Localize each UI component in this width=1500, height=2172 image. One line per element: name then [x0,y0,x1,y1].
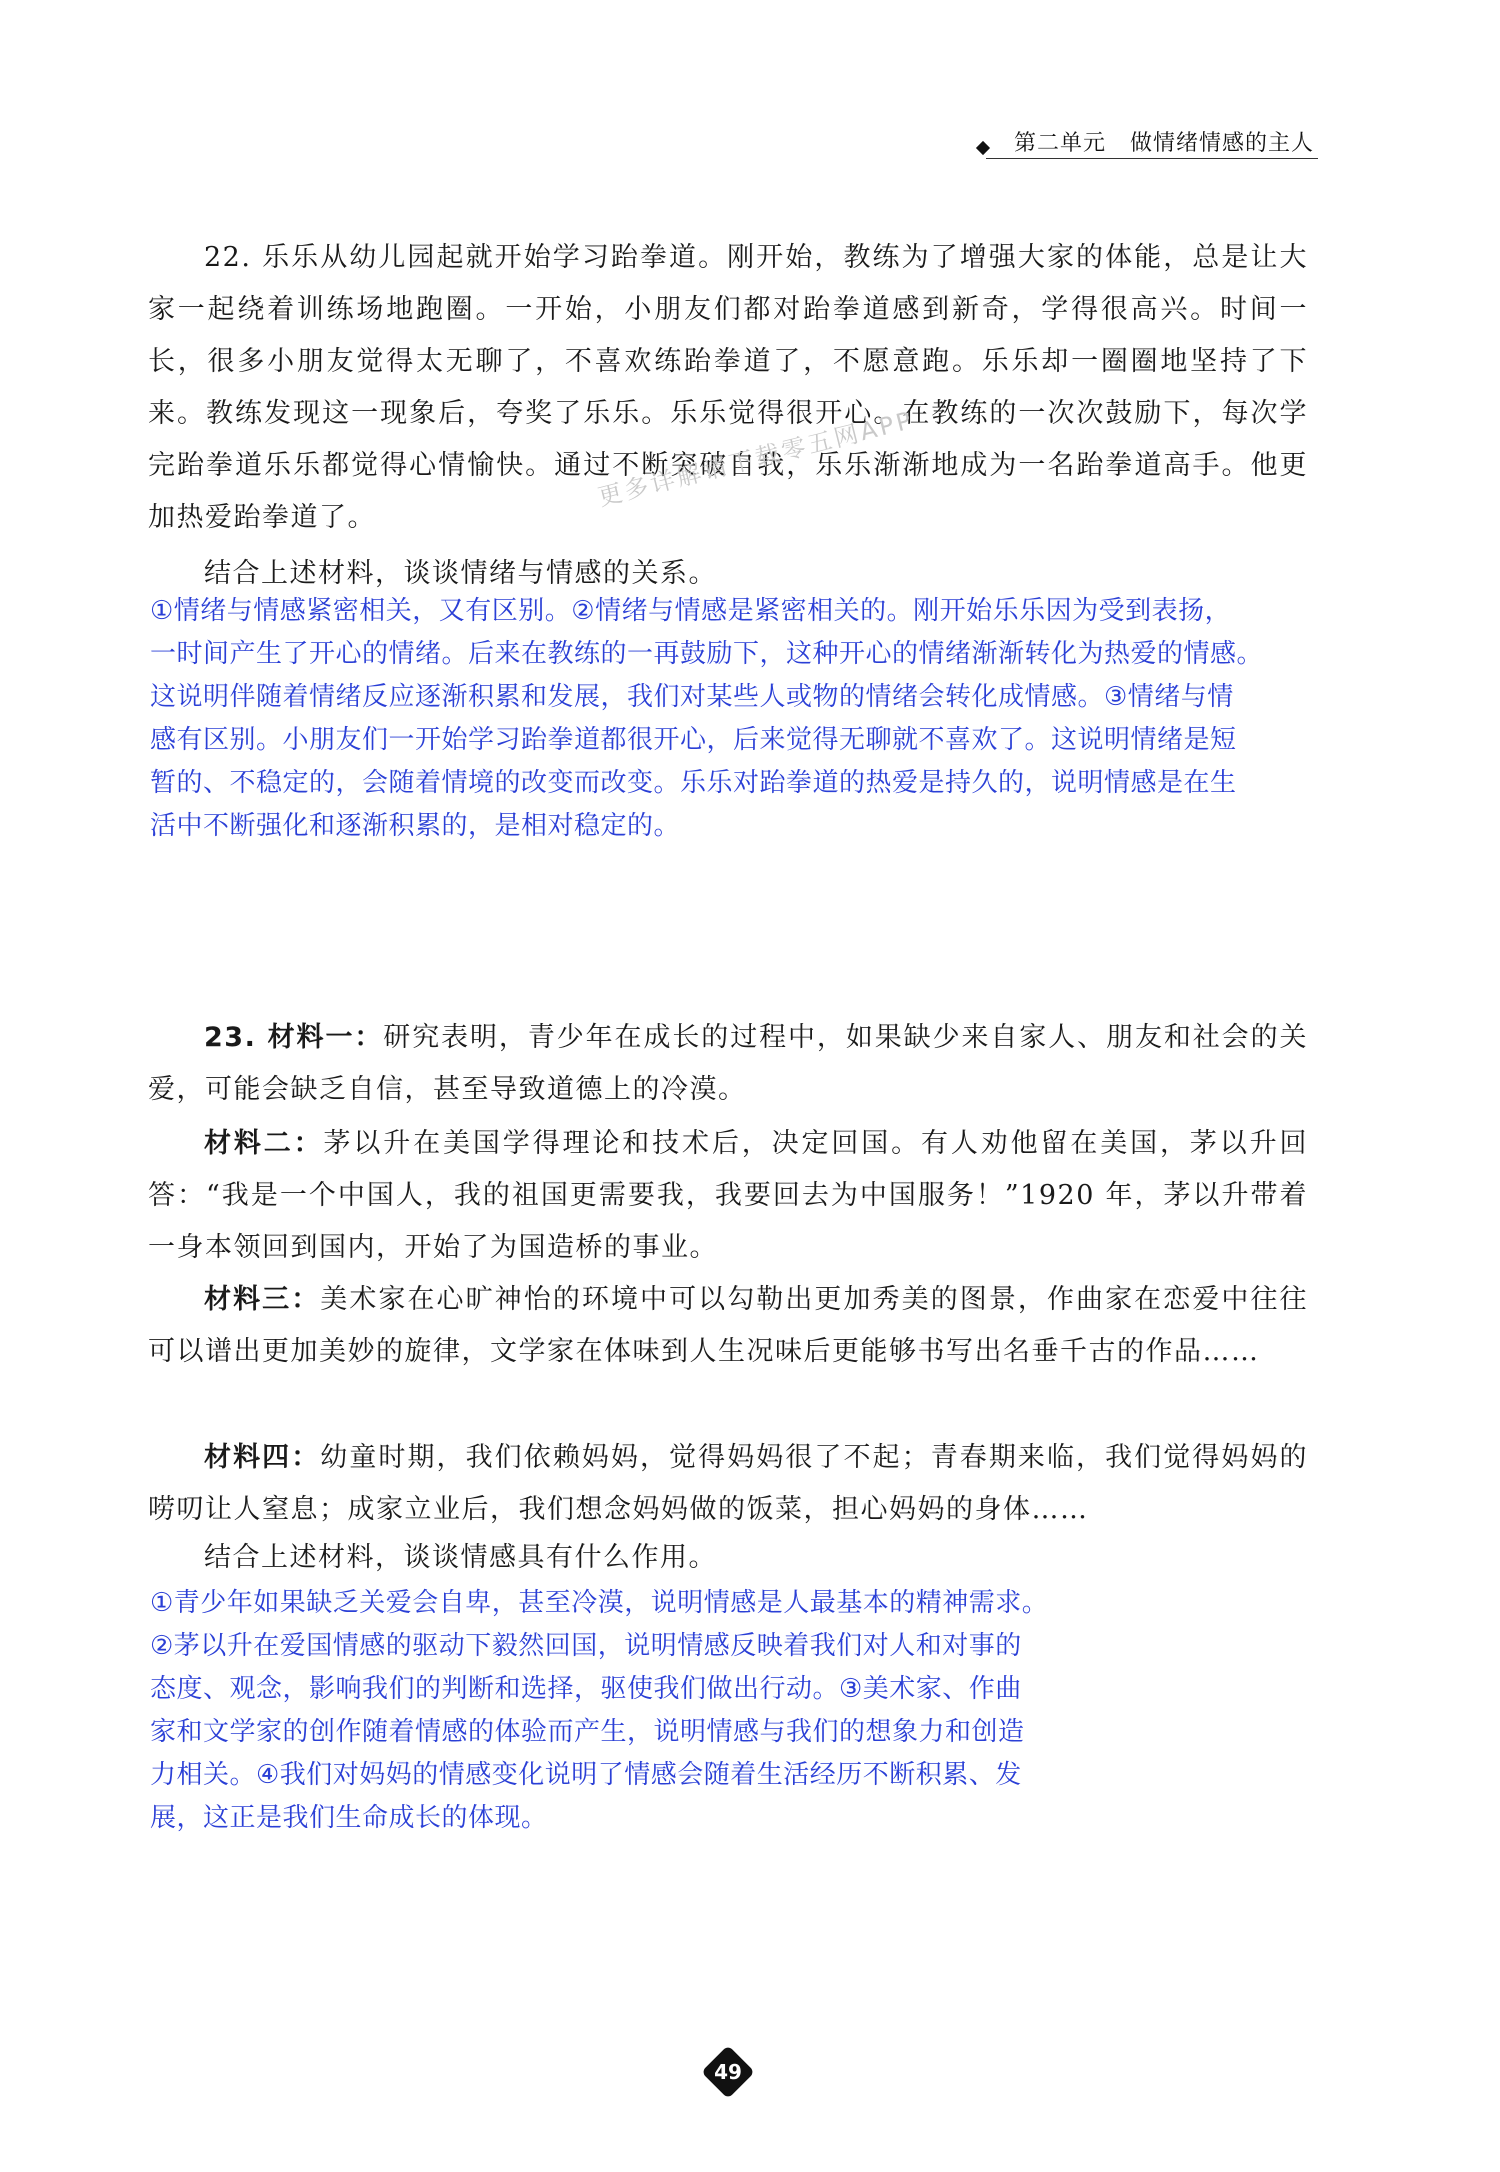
q23-material-2 [148,1118,1308,1274]
diamond-icon [976,141,990,155]
q22-answer [150,590,1263,848]
answer-line: ①青少年如果缺乏关爱会自卑，甚至冷漠，说明情感是人最基本的精神需求。 [150,1588,1049,1618]
material-2-text: 茅以升在美国学得理论和技术后，决定回国。有人劝他留在美国，茅以升回答：“我是一个中国人，我的祖国更需要我，我要回去为中国服务！”1920 年，茅以升带着一身本领回到国内，开始了为国造桥的事业。 [148,1128,1308,1263]
material-3-text: 美术家在心旷神怡的环境中可以勾勒出更加秀美的图景，作曲家在恋爱中往往可以谱出更加美妙的旋律，文学家在体味到人生况味后更能够书写出名垂千古的作品…… [148,1284,1309,1367]
answer-line: 力相关。④我们对妈妈的情感变化说明了情感会随着生活经历不断积累、发 [150,1760,1022,1790]
material-1-label: 23. 材料一： [204,1022,384,1053]
page-number: 49 [714,2060,742,2084]
answer-line: 活中不断强化和逐渐积累的，是相对稳定的。 [150,811,681,841]
answer-line: 展，这正是我们生命成长的体现。 [150,1803,548,1833]
answer-line: 态度、观念，影响我们的判断和选择，驱使我们做出行动。③美术家、作曲 [150,1674,1022,1704]
unit-label: 第二单元 [1014,131,1107,156]
answer-line: 一时间产生了开心的情绪。后来在教练的一再鼓励下，这种开心的情绪渐渐转化为热爱的情感。 [150,639,1264,669]
material-1-text: 研究表明，青少年在成长的过程中，如果缺少来自家人、朋友和社会的关爱，可能会缺乏自信，甚至导致道德上的冷漠。 [148,1022,1308,1105]
q22-material: 22. 乐乐从幼儿园起就开始学习跆拳道。刚开始，教练为了增强大家的体能，总是让大家一起绕着训练场地跑圈。一开始，小朋友们都对跆拳道感到新奇，学得很高兴。时间一长，很多小朋友觉得太无聊了，不喜欢练跆拳道了，不愿意跑。乐乐却一圈圈地坚持了下来。教练发现这一现象后，夸奖了乐乐。乐乐觉得很开心。在教练的一次次鼓励下，每次学完跆拳道乐乐都觉得心情愉快。通过不断突破自我，乐乐渐渐地成为一名跆拳道高手。他更加热爱跆拳道了。 [148,242,1308,533]
answer-line: ①情绪与情感紧密相关，又有区别。②情绪与情感是紧密相关的。刚开始乐乐因为受到表扬， [150,596,1232,626]
header-text [1014,126,1314,157]
page-header [978,120,1318,160]
material-4-label: 材料四： [204,1442,321,1473]
q23-material-1 [148,1012,1308,1116]
material-4-text: 幼童时期，我们依赖妈妈，觉得妈妈很了不起；青春期来临，我们觉得妈妈的唠叨让人窒息；成家立业后，我们想念妈妈做的饭菜，担心妈妈的身体…… [148,1442,1309,1525]
material-3-label: 材料三： [204,1284,321,1315]
q23-material-4 [148,1432,1308,1536]
answer-line: 暂的、不稳定的，会随着情境的改变而改变。乐乐对跆拳道的热爱是持久的，说明情感是在生 [150,768,1237,798]
q23-material-3 [148,1274,1308,1378]
answer-line: 家和文学家的创作随着情感的体验而产生，说明情感与我们的想象力和创造 [150,1717,1025,1747]
page-number-badge [701,2045,755,2099]
q23-prompt: 结合上述材料，谈谈情感具有什么作用。 [204,1542,717,1573]
unit-title: 做情绪情感的主人 [1130,131,1315,156]
answer-line: 感有区别。小朋友们一开始学习跆拳道都很开心，后来觉得无聊就不喜欢了。这说明情绪是短 [150,725,1237,755]
answer-line: 这说明伴随着情绪反应逐渐积累和发展，我们对某些人或物的情绪会转化成情感。③情绪与情 [150,682,1234,712]
q22-prompt: 结合上述材料，谈谈情绪与情感的关系。 [204,558,717,589]
material-2-label: 材料二： [204,1128,324,1159]
answer-line: ②茅以升在爱国情感的驱动下毅然回国，说明情感反映着我们对人和对事的 [150,1631,1022,1661]
header-rule [986,158,1318,159]
q23-answer [150,1582,1048,1840]
watermark: 更多详解请下载零五网APP [595,405,917,512]
